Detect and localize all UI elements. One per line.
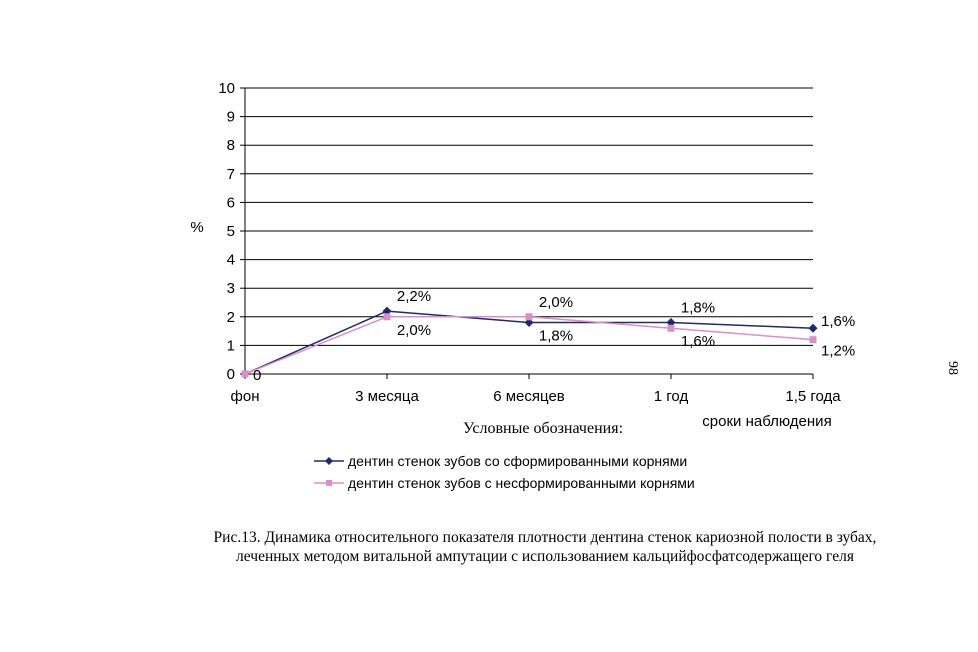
point-s2-2 [526, 313, 533, 320]
data-label-s1-1: 2,2% [396, 288, 432, 306]
y-tick-label-10: 10 [218, 80, 235, 97]
data-label-s1-3: 1,8% [680, 299, 716, 317]
point-s2-3 [668, 325, 675, 332]
y-tick-label-3: 3 [226, 280, 235, 298]
legend-label-series-1: дентин стенок зубов со сформированными корнями [348, 453, 688, 469]
legend-marker-square-icon [314, 476, 344, 490]
page-number: 98 [945, 361, 960, 375]
x-tick-label-0: фон [230, 388, 260, 405]
y-tick-label-5: 5 [226, 223, 235, 240]
data-label-s1-0: 0 [253, 367, 262, 384]
y-axis-title: % [190, 219, 204, 236]
y-tick-label-8: 8 [226, 137, 235, 155]
y-tick-label-0: 0 [226, 366, 235, 383]
legend-label-series-2: дентин стенок зубов с несформированными корнями [348, 475, 695, 491]
legend-item-series-1 [314, 450, 695, 472]
data-label-s2-4: 1,2% [821, 342, 856, 360]
legend-marker-diamond-icon [314, 454, 344, 468]
x-axis-title: сроки наблюдения [702, 413, 832, 430]
y-tick-label-1: 1 [226, 337, 235, 355]
legend [314, 450, 695, 494]
point-s2-4 [810, 336, 817, 343]
data-label-s1-2: 1,8% [538, 327, 574, 345]
point-s2-0 [242, 371, 249, 378]
caption-line-1: Рис.13. Динамика относительного показателя плотности дентина стенок кариозной полости в зубах, [213, 529, 877, 546]
figure-caption [150, 528, 940, 566]
caption-line-2: леченных методом витальной ампутации с использованием кальцийфосфатсодержащего геля [236, 548, 854, 565]
data-label-s2-2: 2,0% [538, 293, 574, 311]
x-tick-label-2: 6 месяцев [493, 388, 565, 405]
y-tick-label-2: 2 [226, 308, 235, 326]
y-tick-label-7: 7 [226, 165, 235, 183]
x-tick-label-4: 1,5 года [785, 388, 841, 405]
data-label-s2-1: 2,0% [396, 321, 432, 339]
legend-title: Условные обозначения: [462, 420, 624, 437]
y-tick-label-6: 6 [226, 194, 235, 212]
point-s2-1 [384, 313, 391, 320]
legend-item-series-2 [314, 472, 695, 494]
x-tick-label-3: 1 год [653, 388, 689, 405]
y-tick-label-4: 4 [226, 251, 235, 269]
x-tick-label-1: 3 месяца [355, 388, 419, 405]
data-label-s1-4: 1,6% [821, 313, 856, 331]
y-tick-label-9: 9 [226, 108, 235, 126]
data-label-s2-3: 1,6% [680, 333, 716, 351]
